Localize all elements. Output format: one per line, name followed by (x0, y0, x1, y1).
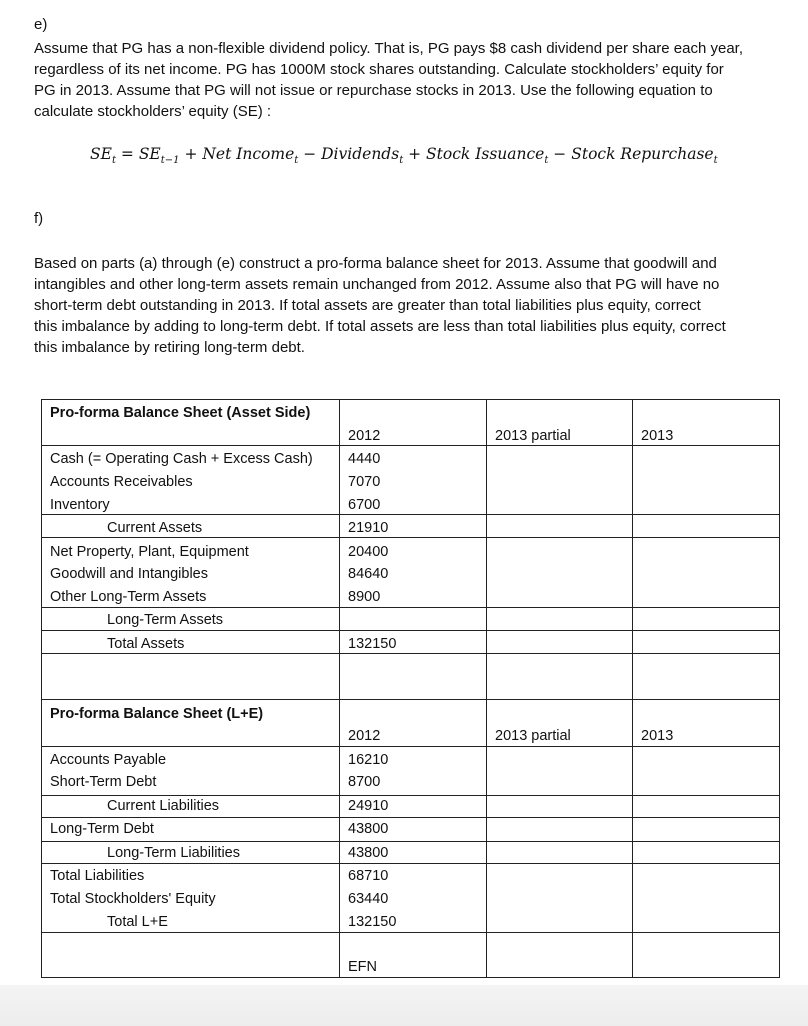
value-net-ppe-2012: 20400 (348, 544, 389, 560)
row-label-current-liabilities: Current Liabilities (107, 798, 220, 814)
formula-subscript: t (544, 155, 549, 167)
formula-subscript: t (294, 155, 299, 167)
row-label-accounts-payable: Accounts Payable (50, 752, 167, 768)
formula-term: + Stock Issuance (403, 145, 545, 163)
row-label-goodwill: Goodwill and Intangibles (50, 566, 208, 582)
value-inventory-2012: 6700 (348, 497, 381, 513)
row-label-total-assets: Total Assets (107, 636, 185, 652)
paragraph-line: calculate stockholders’ equity (SE) : (34, 103, 272, 120)
part-e-paragraph (34, 38, 774, 122)
row-label-long-term-debt: Long-Term Debt (50, 821, 154, 837)
value-goodwill-2012: 84640 (348, 566, 389, 582)
paragraph-line: Based on parts (a) through (e) construct a pro-forma balance sheet for 2013. Assume that goodwill and (34, 255, 717, 272)
formula-term: SE (138, 145, 161, 163)
row-label-net-ppe: Net Property, Plant, Equipment (50, 544, 249, 560)
asset-table-title: Pro-forma Balance Sheet (Asset Side) (50, 405, 311, 421)
value-total-assets-2012: 132150 (348, 636, 397, 652)
value-current-liabilities-2012: 24910 (348, 798, 389, 814)
formula-term: SE (90, 145, 112, 163)
formula-term: − Stock Repurchase (548, 145, 714, 163)
value-total-stockholders-equity-2012: 63440 (348, 891, 389, 907)
part-e-label: e) (34, 16, 48, 33)
row-label-long-term-liabilities: Long-Term Liabilities (107, 845, 240, 861)
value-long-term-liabilities-2012: 43800 (348, 845, 389, 861)
row-label-total-stockholders-equity: Total Stockholders' Equity (50, 891, 216, 907)
value-short-term-debt-2012: 8700 (348, 774, 381, 790)
column-header-2013: 2013 (641, 428, 674, 444)
paragraph-line: intangibles and other long-term assets remain unchanged from 2012. Assume also that PG will have no (34, 276, 720, 293)
formula-subscript: t (399, 155, 404, 167)
formula-term: = (115, 145, 139, 163)
bottom-shadow (0, 985, 808, 1026)
row-label-inventory: Inventory (50, 497, 110, 513)
column-header-2012: 2012 (348, 728, 381, 744)
formula-term: − Dividends (298, 145, 400, 163)
value-cash-2012: 4440 (348, 451, 381, 467)
paragraph-line: this imbalance by adding to long-term debt. If total assets are less than total liabilities plus equity, correct (34, 318, 726, 335)
column-header-2013: 2013 (641, 728, 674, 744)
row-label-total-le: Total L+E (107, 914, 168, 930)
column-header-2012: 2012 (348, 428, 381, 444)
value-current-assets-2012: 21910 (348, 520, 389, 536)
formula-term: + Net Income (179, 145, 295, 163)
efn-label: EFN (348, 959, 377, 975)
value-total-le-2012: 132150 (348, 914, 397, 930)
row-label-short-term-debt: Short-Term Debt (50, 774, 157, 790)
row-label-other-lt-assets: Other Long-Term Assets (50, 589, 207, 605)
row-label-total-liabilities: Total Liabilities (50, 868, 145, 884)
value-other-lt-assets-2012: 8900 (348, 589, 381, 605)
stockholders-equity-formula (90, 145, 718, 166)
value-total-liabilities-2012: 68710 (348, 868, 389, 884)
part-f-paragraph (34, 253, 774, 358)
value-long-term-debt-2012: 43800 (348, 821, 389, 837)
value-accounts-receivables-2012: 7070 (348, 474, 381, 490)
paragraph-line: PG in 2013. Assume that PG will not issue or repurchase stocks in 2013. Use the following equation to (34, 82, 713, 99)
formula-subscript: t−1 (160, 155, 180, 167)
column-header-2013-partial: 2013 partial (495, 428, 571, 444)
le-table-title: Pro-forma Balance Sheet (L+E) (50, 706, 264, 722)
row-label-cash: Cash (= Operating Cash + Excess Cash) (50, 451, 313, 467)
value-accounts-payable-2012: 16210 (348, 752, 389, 768)
liabilities-equity-table (41, 699, 780, 978)
paragraph-line: regardless of its net income. PG has 1000M stock shares outstanding. Calculate stockholders’ equity for (34, 61, 724, 78)
formula-subscript: t (713, 155, 718, 167)
part-f-label: f) (34, 210, 44, 227)
row-label-accounts-receivables: Accounts Receivables (50, 474, 193, 490)
row-label-current-assets: Current Assets (107, 520, 203, 536)
column-header-2013-partial: 2013 partial (495, 728, 571, 744)
paragraph-line: this imbalance by retiring long-term debt. (34, 339, 305, 356)
asset-balance-sheet-table (41, 399, 780, 700)
paragraph-line: Assume that PG has a non-flexible dividend policy. That is, PG pays $8 cash dividend per share each year, (34, 40, 744, 57)
row-label-long-term-assets: Long-Term Assets (107, 612, 224, 628)
formula-subscript: t (111, 155, 116, 167)
paragraph-line: short-term debt outstanding in 2013. If total assets are greater than total liabilities plus equity, correct (34, 297, 701, 314)
